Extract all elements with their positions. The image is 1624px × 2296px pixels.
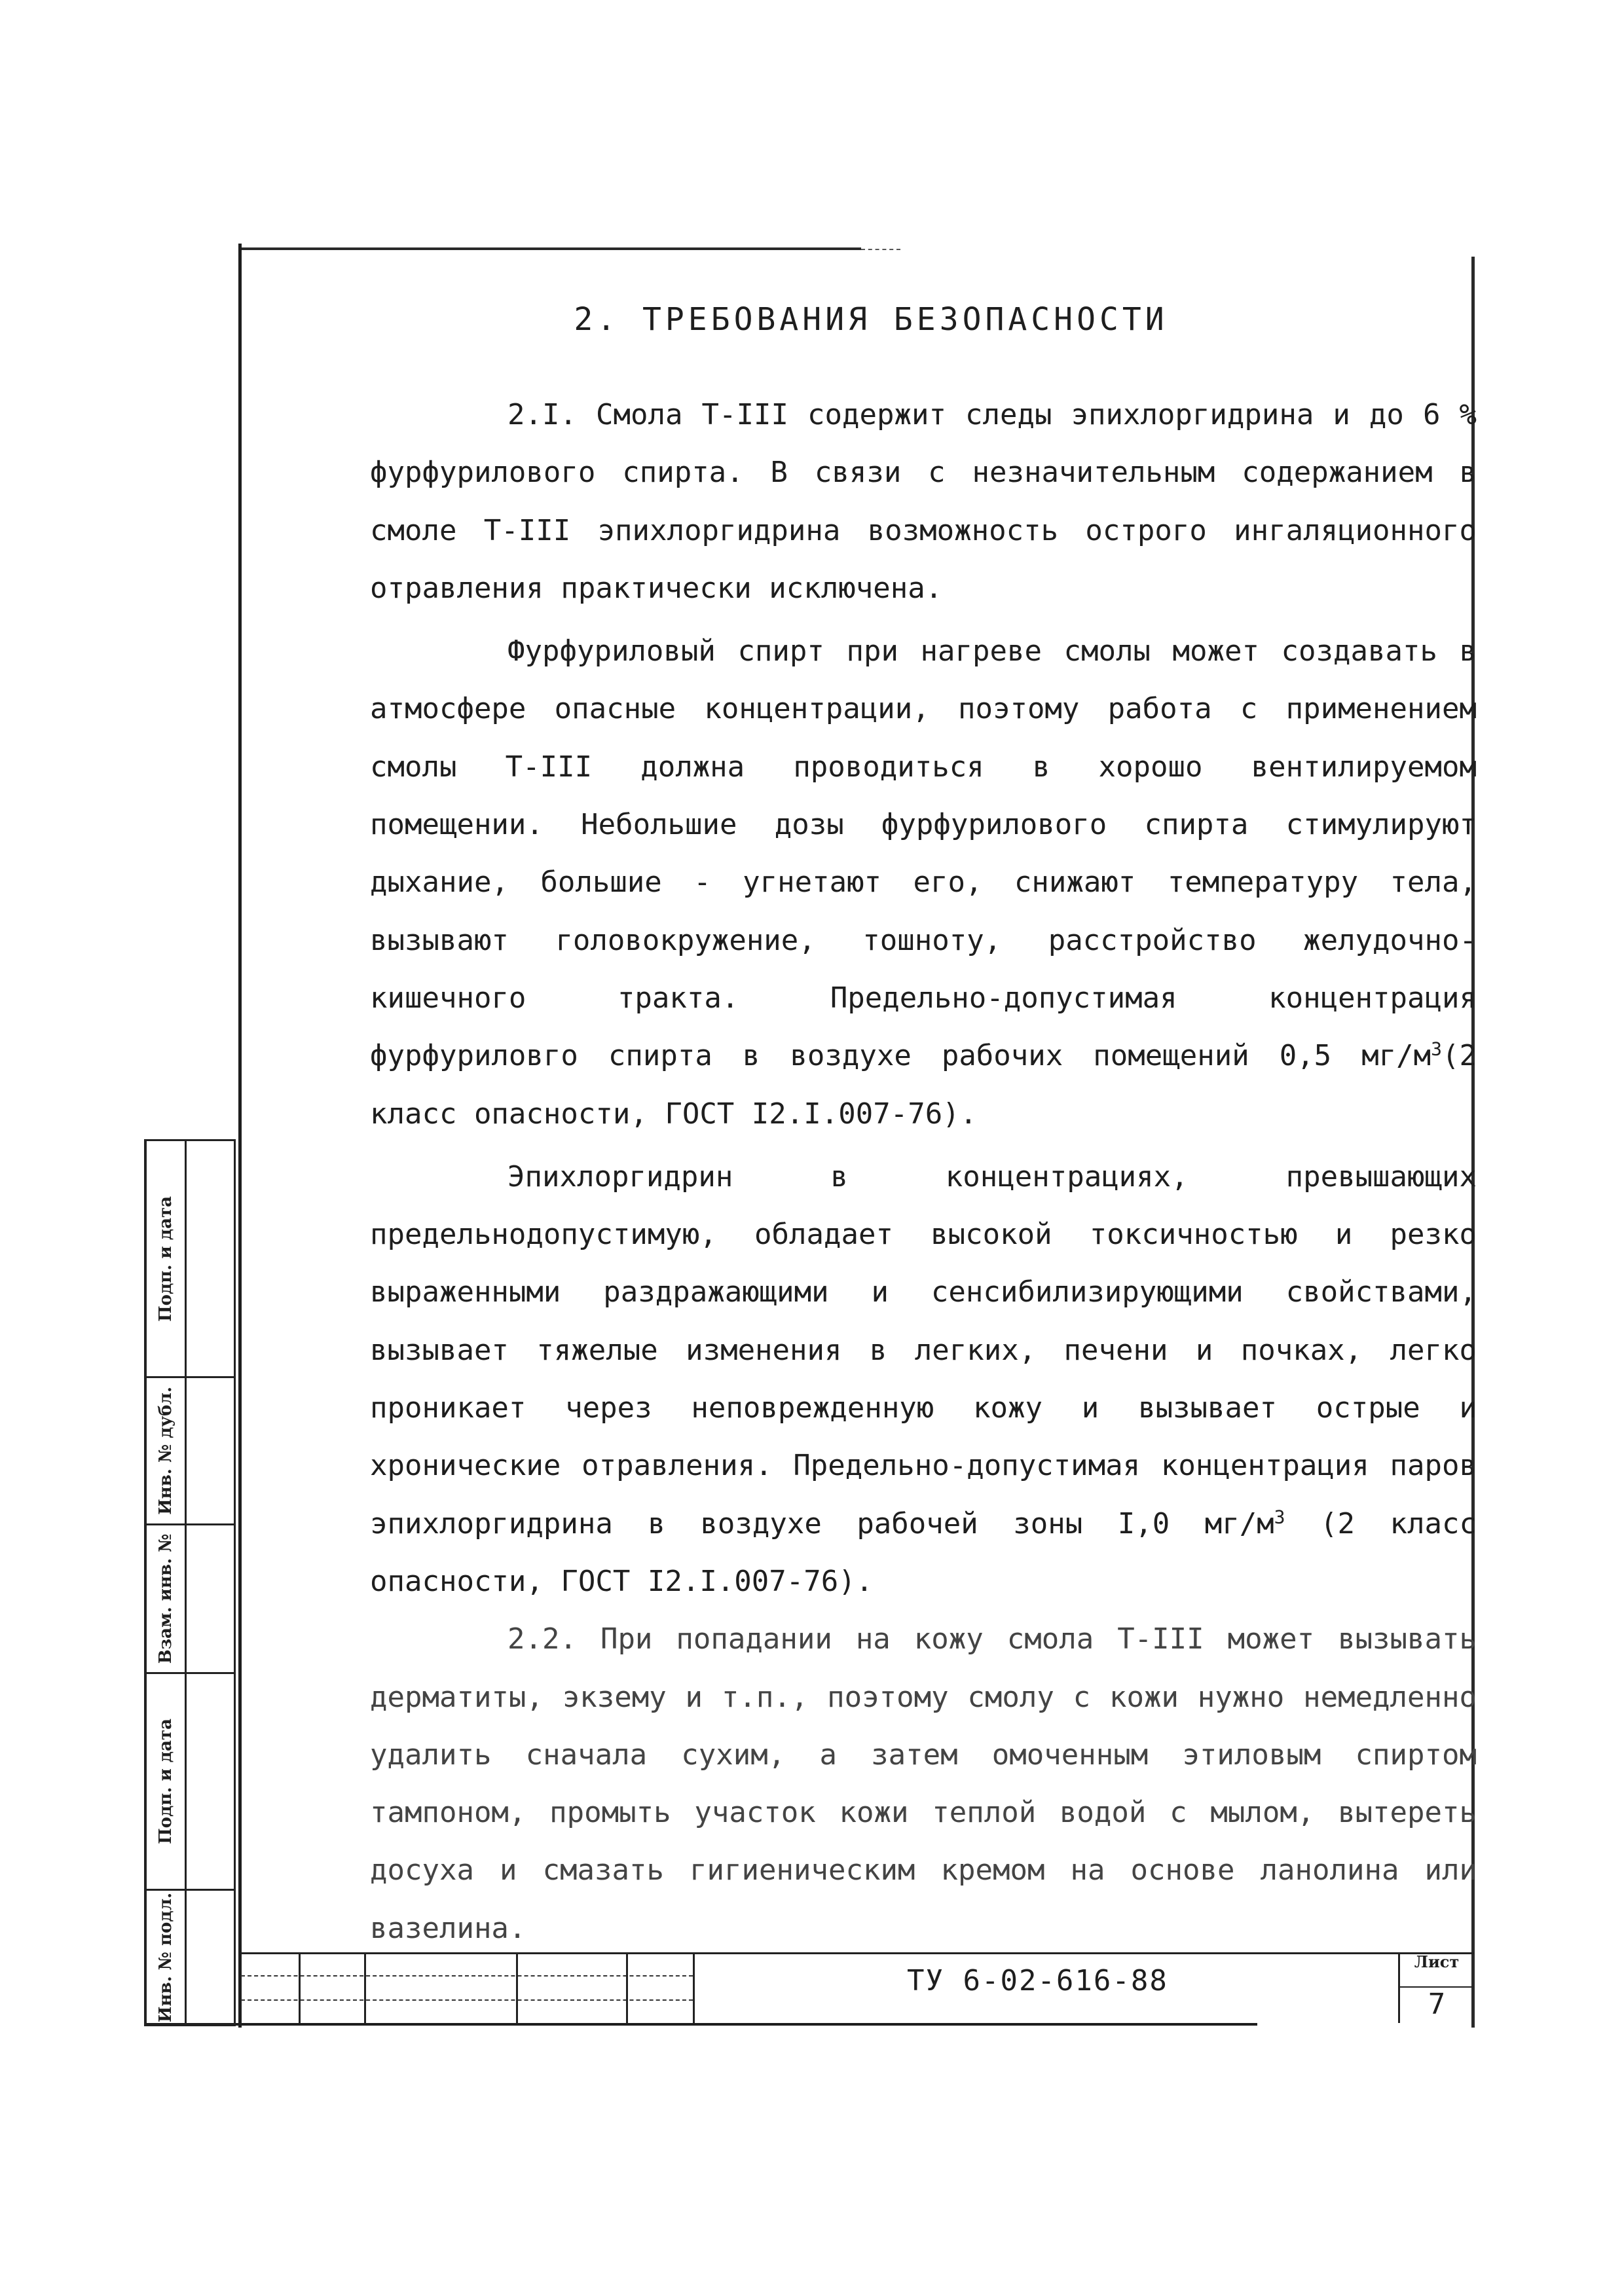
stamp-label: Подп. и дата — [156, 1195, 175, 1322]
stamp-label: Взам. инв. № — [156, 1533, 175, 1664]
title-block-dash-line — [241, 1999, 693, 2002]
title-block-top-line — [241, 1952, 1474, 1956]
paragraph-furfuryl — [370, 623, 1477, 1143]
stamp-podp-data-1 — [144, 1139, 236, 1378]
title-block — [241, 1952, 1474, 2023]
sheet-label: Лист — [1414, 1952, 1460, 1971]
paragraph-furfuryl-tail: (2 класс опасности, ГОСТ I2.I.007-76). — [370, 1039, 1477, 1131]
stamp-podp-data-2 — [144, 1672, 236, 1891]
paragraph-epichlorohydrin — [370, 1148, 1477, 1611]
frame-top-line — [241, 247, 861, 250]
stamp-label: Инв. № подл. — [156, 1892, 175, 2023]
title-block-divider — [364, 1952, 366, 2023]
title-block-divider — [693, 1952, 695, 2023]
stamp-vzam-inv — [144, 1523, 236, 1674]
sheet-number: 7 — [1400, 1986, 1473, 2021]
superscript-3: 3 — [1274, 1505, 1285, 1527]
body-text — [370, 386, 1477, 1958]
paragraph-2-2: 2.2. При попадании на кожу смола Т-III может вызывать дерматиты, экзему и т.п., поэтому смолу с кожи нужно немедленно удалить сначала сухим, а затем омоченным этиловым спиртом тампоном, промыть участок кожи теплой водой с мылом, вытереть досуха и смазать гигиеническим кремом на основе ланолина или вазелина. — [370, 1622, 1477, 1945]
stamp-label: Инв. № дубл. — [156, 1387, 175, 1515]
frame-left-line — [238, 244, 242, 2028]
document-code: ТУ 6-02-616-88 — [907, 1964, 1168, 1997]
title-block-dash-line — [241, 1975, 693, 1978]
frame-bottom-line — [144, 2023, 1257, 2026]
superscript-3: 3 — [1431, 1038, 1443, 1060]
stamp-inv-dubl — [144, 1376, 236, 1525]
paragraph-epichlorohydrin-text: Эпихлоргидрин в концентрациях, превышающих предельнодопустимую, обладает высокой токсичностью и резко выраженными раздражающими и сенсибилизирующими свойствами, вызывает тяжелые изменения в легких, печени и почках, легко проникает через неповрежденную кожу и вызывает острые и хронические отравления. Предельно-допустимая концентрация паров эпихлоргидрина в воздухе рабочей зоны I,0 мг/м — [370, 1159, 1477, 1540]
frame-top-dash — [861, 249, 900, 251]
stamp-label: Подп. и дата — [156, 1719, 175, 1844]
title-block-divider — [299, 1952, 301, 2023]
section-title: 2. ТРЕБОВАНИЯ БЕЗОПАСНОСТИ — [574, 301, 1168, 338]
paragraph-furfuryl-text: Фурфуриловый спирт при нагреве смолы может создавать в атмосфере опасные концентрации, поэтому работа с применением смолы Т-III должна проводиться в хорошо вентилируемом помещении. Небольшие дозы фурфурилового спирта стимулируют дыхание, большие - угнетают его, снижают температуру тела, вызывают головокружение, тошноту, расстройство желудочно-кишечного тракта. Предельно-допустимая концентрация фурфуриловго спирта в воздухе рабочих помещений 0,5 мг/м — [370, 634, 1477, 1073]
stamp-inv-podl — [144, 1889, 236, 2026]
paragraph-2-1: 2.I. Смола Т-III содержит следы эпихлоргидрина и до 6 % фурфурилового спирта. В связи с незначительным содержанием в смоле Т-III эпихлоргидрина возможность острого ингаляционного отравления практически исключена. — [370, 398, 1477, 605]
sheet-box — [1398, 1952, 1473, 2023]
paragraph-epichlorohydrin-tail: (2 класс опасности, ГОСТ I2.I.007-76). — [370, 1506, 1477, 1598]
title-block-divider — [516, 1952, 518, 2023]
title-block-divider — [626, 1952, 628, 2023]
